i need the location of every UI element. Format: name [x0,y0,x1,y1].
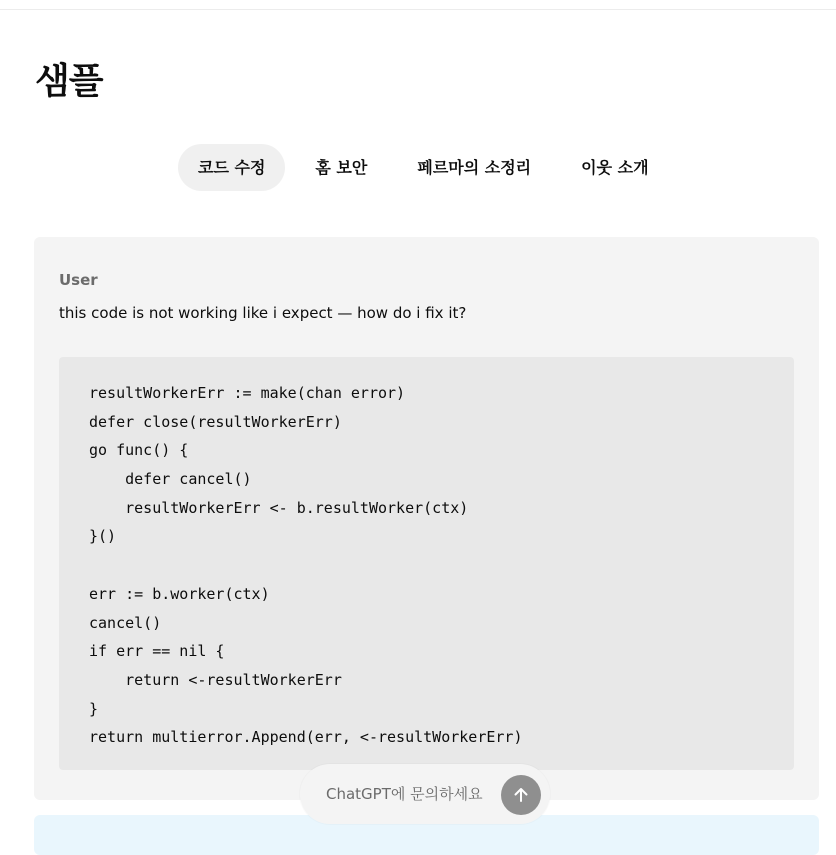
ask-chatgpt-button[interactable] [300,764,550,824]
conversation-card [34,237,819,800]
code-line: resultWorkerErr <- b.resultWorker(ctx) [89,498,469,517]
code-line [89,551,522,580]
tab-fermats-little-theorem[interactable]: 페르마의 소정리 [417,158,532,177]
page-title: 샘플 [35,61,103,102]
tab-neighbor-intro[interactable]: 이웃 소개 [581,158,649,177]
code-line: resultWorkerErr := make(chan error) [89,384,406,402]
code-line: }() [89,527,117,546]
code-lines [89,379,522,752]
code-line: return <-resultWorkerErr [89,670,342,689]
top-divider [0,9,836,10]
tab-code-fix[interactable]: 코드 수정 [178,144,285,191]
code-line: err := b.worker(ctx) [89,584,270,603]
code-line: defer cancel() [89,470,252,489]
code-line: } [89,699,99,718]
send-button[interactable] [501,775,541,815]
user-prompt: this code is not working like i expect — how do i fix it? [59,304,467,322]
code-line: cancel() [89,613,162,632]
tab-home-security[interactable]: 홈 보안 [315,158,368,177]
code-line: go func() { [89,441,189,460]
message-role: User [59,271,98,289]
code-line: if err == nil { [89,642,225,661]
ask-chatgpt-label: ChatGPT에 문의하세요 [326,785,483,803]
arrow-up-icon [511,785,531,805]
code-line: defer close(resultWorkerErr) [89,412,342,431]
sample-tabs [178,144,669,191]
code-line: return multierror.Append(err, <-resultWorkerErr) [89,728,523,747]
code-block [59,357,794,770]
